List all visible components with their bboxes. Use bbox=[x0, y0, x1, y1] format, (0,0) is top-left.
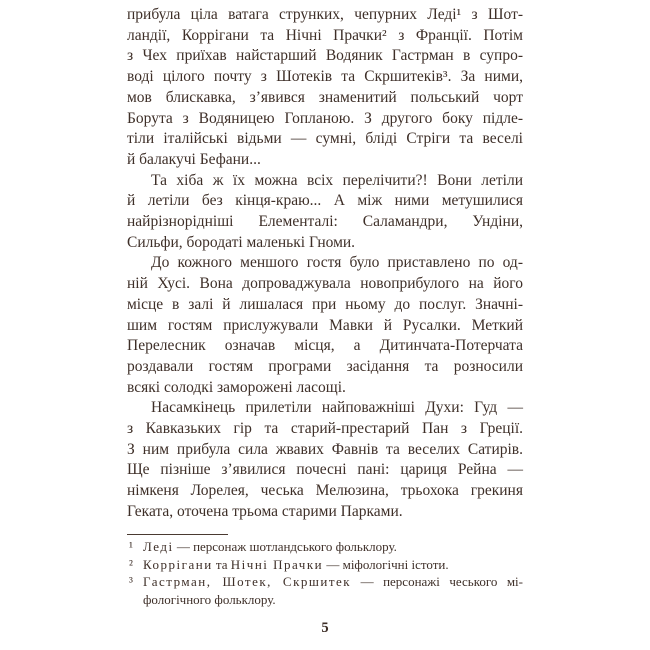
text-line: й летіли без кінця-краю... А між ними метушилися bbox=[127, 192, 523, 210]
text-line: Геката, оточена трьома старими Парками. bbox=[127, 502, 403, 520]
text-line: Сильфи, бородаті маленькі Гноми. bbox=[127, 233, 356, 251]
footnote-term: Нічні Прачки bbox=[230, 556, 324, 572]
text-line: До кожного меншого гостя було приставлено по од- bbox=[151, 254, 523, 272]
footnote-text: — персонаж шотландського фольклору. bbox=[173, 539, 397, 554]
footnote bbox=[127, 556, 523, 574]
text-line: мов блискавка, з’явився знаменитий польський чорт bbox=[127, 88, 523, 106]
text-line: роздавали гостям програми засідання та розносили bbox=[127, 357, 523, 375]
footnotes-section bbox=[127, 538, 523, 609]
text-line: місце в залі й лишалася при ньому до послуг. Значні- bbox=[127, 295, 523, 313]
footnote-separator bbox=[127, 534, 228, 535]
text-line: всякі солодкі заморожені ласощі. bbox=[127, 378, 346, 396]
footnote-term: Леді bbox=[143, 539, 174, 554]
footnote-text: — міфологічні істоти. bbox=[323, 556, 449, 572]
text-line: Борута з Водяницею Гопланою. З другого боку підле- bbox=[127, 109, 523, 127]
footnote-marker: ³ bbox=[129, 574, 133, 590]
text-line: ній Хусі. Вона допроваджувала новоприбулого на його bbox=[127, 275, 523, 293]
footnote-continuation: фологічного фольклору. bbox=[143, 592, 276, 608]
footnote bbox=[127, 573, 523, 591]
footnote-text: та bbox=[212, 556, 231, 572]
text-line: Насамкінець прилетіли найповажніші Духи: Гуд — bbox=[151, 399, 523, 417]
footnote-term: Коррігани bbox=[143, 556, 213, 572]
footnote bbox=[127, 538, 523, 556]
text-line: Перелесник означав місця, а Дитинчата-Потерчата bbox=[127, 337, 523, 355]
text-line: й балакучі Бефани... bbox=[127, 150, 261, 168]
text-line: З ним прибула сила жвавих Фавнів та веселих Сатирів. bbox=[127, 440, 523, 458]
paragraph bbox=[127, 398, 523, 522]
text-line: Ще пізніше з’явилися почесні пані: цариця Рейна — bbox=[127, 461, 523, 479]
text-line: шим гостям прислужували Мавки й Русалки. Меткий bbox=[127, 316, 523, 334]
text-line: найрізнорідніші Елементалі: Саламандри, Ундіни, bbox=[127, 213, 523, 231]
paragraph bbox=[127, 5, 523, 171]
footnote-marker: ¹ bbox=[129, 539, 133, 554]
body-text bbox=[127, 5, 523, 523]
page-number: 5 bbox=[321, 620, 329, 636]
text-line: тіли італійські відьми — сумні, бліді Стріги та веселі bbox=[127, 130, 523, 148]
footnote-marker: ² bbox=[129, 556, 133, 572]
text-line: ландії, Коррігани та Нічні Прачки² з Франції. Потім bbox=[127, 26, 523, 44]
text-line: воді цілого почту з Шотеків та Скршитеків³. За ними, bbox=[127, 68, 523, 86]
text-line: німкеня Лорелея, чеська Мелюзина, трьохока грекиня bbox=[127, 482, 523, 500]
text-line: з Кавказьких гір та старий-престарий Пан з Греції. bbox=[127, 420, 523, 438]
footnote-text: — персонажі чеського мі- bbox=[351, 574, 524, 590]
paragraph bbox=[127, 171, 523, 254]
footnote-term: Гастрман, Шотек, Скршитек bbox=[143, 574, 352, 590]
text-line: Та хіба ж їх можна всіх перелічити?! Вони летіли bbox=[151, 171, 523, 189]
text-line: прибула ціла ватага струнких, чепурних Леді¹ з Шот- bbox=[127, 6, 523, 23]
text-line: з Чех приїхав найстарший Водяник Гастрман в супро- bbox=[127, 47, 523, 65]
paragraph bbox=[127, 253, 523, 398]
